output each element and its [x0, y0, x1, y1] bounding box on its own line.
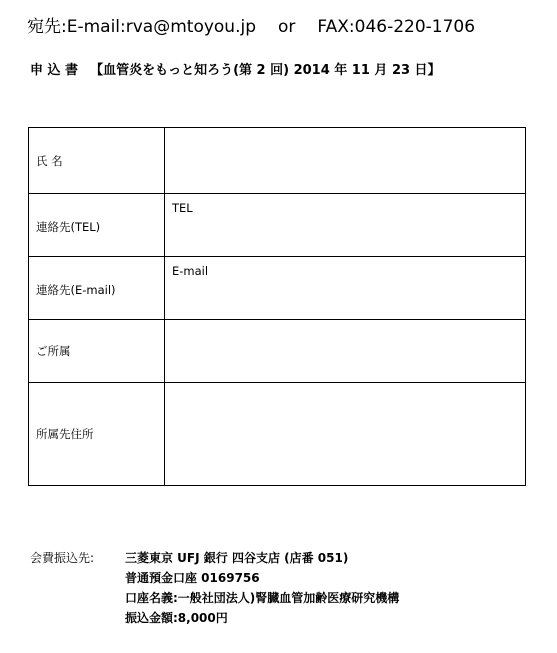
transfer-amount: 振込金額:8,000円	[125, 611, 228, 625]
tel-label: 連絡先(TEL)	[36, 220, 101, 234]
email-input-cell[interactable]	[165, 257, 526, 320]
address-label-cell	[29, 383, 165, 486]
affiliation-label-cell	[29, 320, 165, 383]
tel-input-cell[interactable]	[165, 194, 526, 257]
tel-prefix: TEL	[172, 201, 193, 215]
account-holder: 口座名義:一般社団法人)腎臓血管加齢医療研究機構	[125, 591, 400, 605]
bank-branch: 三菱東京 UFJ 銀行 四谷支店 (店番 051)	[125, 551, 349, 565]
form-row-affiliation	[29, 320, 526, 383]
account-number: 普通預金口座 0169756	[125, 571, 260, 585]
recipient-header	[27, 12, 475, 37]
or-text: or	[278, 17, 296, 37]
payment-details	[125, 548, 399, 628]
recipient-email: 宛先:E-mail:rva@mtoyou.jp	[27, 17, 257, 37]
application-form-table	[28, 127, 526, 486]
name-label-cell	[29, 128, 165, 194]
affiliation-input-cell[interactable]	[165, 320, 526, 383]
form-title	[30, 59, 441, 78]
payment-label: 会費振込先:	[30, 551, 95, 565]
address-input-cell[interactable]	[165, 383, 526, 486]
fax-number: FAX:046-220-1706	[317, 17, 476, 37]
event-title: 【血管炎をもっと知ろう(第 2 回) 2014 年 11 月 23 日】	[90, 63, 441, 78]
name-label: 氏 名	[36, 153, 63, 168]
form-row-address	[29, 383, 526, 486]
address-label: 所属先住所	[36, 427, 94, 441]
form-row-tel	[29, 194, 526, 257]
email-label-cell	[29, 257, 165, 320]
email-prefix: E-mail	[172, 264, 209, 278]
tel-label-cell	[29, 194, 165, 257]
affiliation-label: ご所属	[36, 344, 71, 358]
form-row-name	[29, 128, 526, 194]
form-row-email	[29, 257, 526, 320]
form-label: 申 込 書	[30, 63, 79, 78]
name-input-cell[interactable]	[165, 128, 526, 194]
email-label: 連絡先(E-mail)	[36, 283, 116, 297]
